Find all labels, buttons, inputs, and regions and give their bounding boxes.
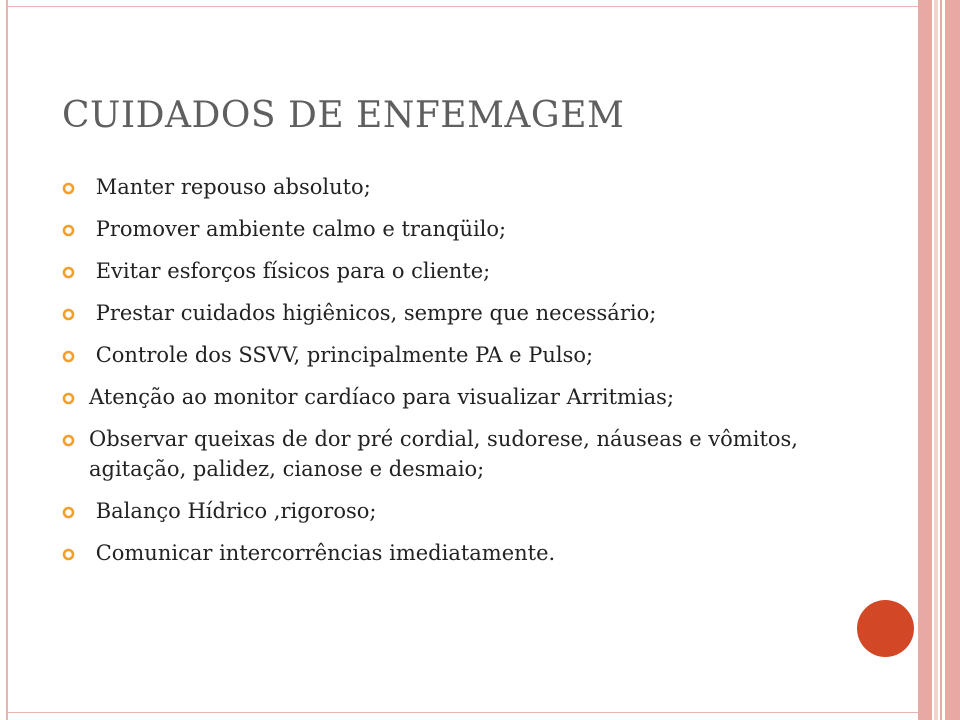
stripe [945,0,960,720]
list-item [62,538,852,568]
bullet-list [62,172,852,580]
list-item [62,298,852,328]
ring-bullet-icon [62,266,75,279]
ring-bullet-icon [62,548,75,561]
list-item [62,382,852,412]
accent-circle [857,600,914,657]
ring-bullet-icon [62,224,75,237]
frame-left-border [6,0,8,720]
stripe [918,0,932,720]
right-decorative-stripes [918,0,960,720]
bullet-text: Evitar esforços físicos para o cliente; [89,259,491,283]
bullet-text: Promover ambiente calmo e tranqüilo; [89,217,507,241]
bullet-text: Manter repouso absoluto; [89,175,371,199]
list-item [62,172,852,202]
bullet-text: Comunicar intercorrências imediatamente. [89,541,556,565]
ring-bullet-icon [62,434,75,447]
frame-top-border [6,6,920,7]
list-item [62,496,852,526]
bullet-text: Controle dos SSVV, principalmente PA e Pulso; [89,343,594,367]
list-item [62,256,852,286]
ring-bullet-icon [62,182,75,195]
ring-bullet-icon [62,392,75,405]
slide-title: CUIDADOS DE ENFEMAGEM [62,95,625,136]
bullet-text: Balanço Hídrico ,rigoroso; [89,499,377,523]
bullet-text: Observar queixas de dor pré cordial, sudorese, náuseas e vômitos, agitação, palidez, cianose e desmaio; [89,427,805,481]
ring-bullet-icon [62,506,75,519]
ring-bullet-icon [62,350,75,363]
list-item [62,340,852,370]
list-item [62,214,852,244]
ring-bullet-icon [62,308,75,321]
list-item [62,424,852,484]
frame-bottom-border [6,712,920,713]
bullet-text: Atenção ao monitor cardíaco para visualizar Arritmias; [89,385,675,409]
bullet-text: Prestar cuidados higiênicos, sempre que necessário; [89,301,657,325]
